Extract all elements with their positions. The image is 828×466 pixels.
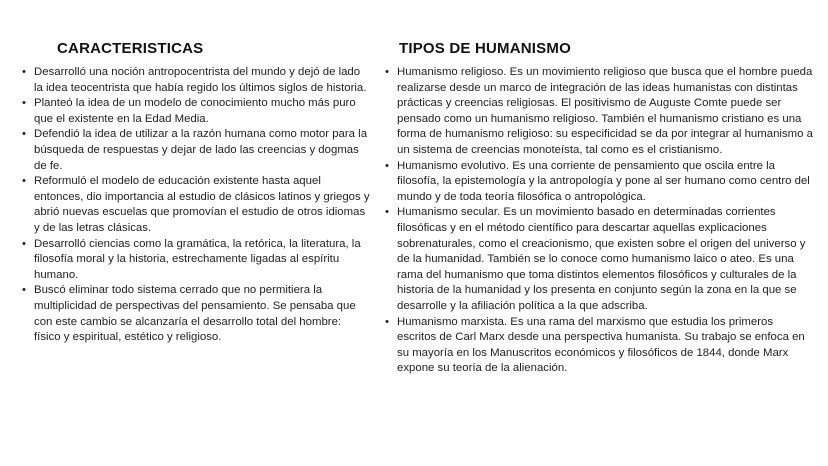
bullet-icon: • <box>22 66 26 78</box>
list-item <box>22 237 370 284</box>
humanism-types-list <box>385 65 815 377</box>
list-item-text: Humanismo evolutivo. Es una corriente de pensamiento que oscila entre la filosofía, la epistemología y la antropología y pone al ser humano como centro del mundo y de toda teoría filosófica o antropológica. <box>397 159 810 203</box>
bullet-icon: • <box>22 97 26 110</box>
list-item <box>385 65 815 159</box>
list-item <box>22 283 370 345</box>
list-item <box>385 315 815 377</box>
bullet-icon: • <box>22 284 26 297</box>
list-item-text: Humanismo secular. Es un movimiento basado en determinadas corrientes filosóficas y en el método científico para descartar aquellas explicaciones sobrenaturales, como el creacionismo, que existen sobre el origen del universo y de la humanidad. También se lo conoce como humanismo laico o ateo. Es una rama del humanismo que toma distintos elementos filosóficos y culturales de la historia de la humanidad y los presenta en conjunto según la zona en la que se desarrolle y la afiliación política a la que adscriba. <box>397 206 806 312</box>
list-item-text: Defendió la idea de utilizar a la razón humana como motor para la búsqueda de respuestas y dejar de lado las creencias y dogmas de fe. <box>34 128 368 172</box>
list-item <box>385 205 815 314</box>
list-item-text: Buscó eliminar todo sistema cerrado que no permitiera la multiplicidad de perspectivas del pensamiento. Se pensaba que con este cambio se alcanzaría el desarrollo total del hombre: físico y espiritual, estético y religioso. <box>34 284 356 344</box>
list-item <box>22 174 370 236</box>
list-item <box>22 96 370 127</box>
characteristics-column <box>22 40 370 346</box>
list-item-text: Humanismo religioso. Es un movimiento religioso que busca que el hombre pueda realizarse desde un marco de integración de las ideas humanistas con distintas prácticas y creencias religiosas. El positivismo de Auguste Comte puede ser pensado como un humanismo religioso. También el humanismo cristiano es una forma de humanismo religioso: su especificidad se da por integrar al humanismo a un sistema de creencias monoteísta, tal como es el cristianismo. <box>397 66 813 156</box>
bullet-icon: • <box>22 237 26 250</box>
list-item-text: Reformuló el modelo de educación existente hasta aquel entonces, dio importancia al estudio de clásicos latinos y griegos y abrió nuevas escuelas que promovían el estudio de otros idiomas y de las letras clásicas. <box>34 175 370 234</box>
list-item <box>22 127 370 174</box>
list-item-text: Desarrolló ciencias como la gramática, la retórica, la literatura, la filosofía moral y la historia, estrechamente ligadas al espíritu humano. <box>34 237 361 281</box>
bullet-icon: • <box>385 315 389 328</box>
bullet-icon: • <box>22 175 26 188</box>
list-item-text: Humanismo marxista. Es una rama del marxismo que estudia los primeros escritos de Carl Marx desde una perspectiva humanista. Su trabajo se enfoca en su mayoría en los Manuscritos económicos y filosóficos de 1844, donde Marx expone su teoría de la alienación. <box>397 315 805 375</box>
list-item-text: Desarrolló una noción antropocentrista del mundo y dejó de lado la idea teocentrista que había regido los últimos siglos de historia. <box>34 66 367 94</box>
humanism-types-column <box>385 40 815 377</box>
bullet-icon: • <box>22 128 26 141</box>
characteristics-heading: CARACTERISTICAS <box>57 40 204 57</box>
list-item <box>22 65 370 96</box>
bullet-icon: • <box>385 159 389 172</box>
humanism-types-heading: TIPOS DE HUMANISMO <box>399 40 571 57</box>
list-item-text: Planteó la idea de un modelo de conocimiento mucho más puro que el existente en la Edad Media. <box>34 97 356 125</box>
bullet-icon: • <box>385 206 389 219</box>
characteristics-list <box>22 65 370 346</box>
bullet-icon: • <box>385 66 389 78</box>
list-item <box>385 159 815 206</box>
